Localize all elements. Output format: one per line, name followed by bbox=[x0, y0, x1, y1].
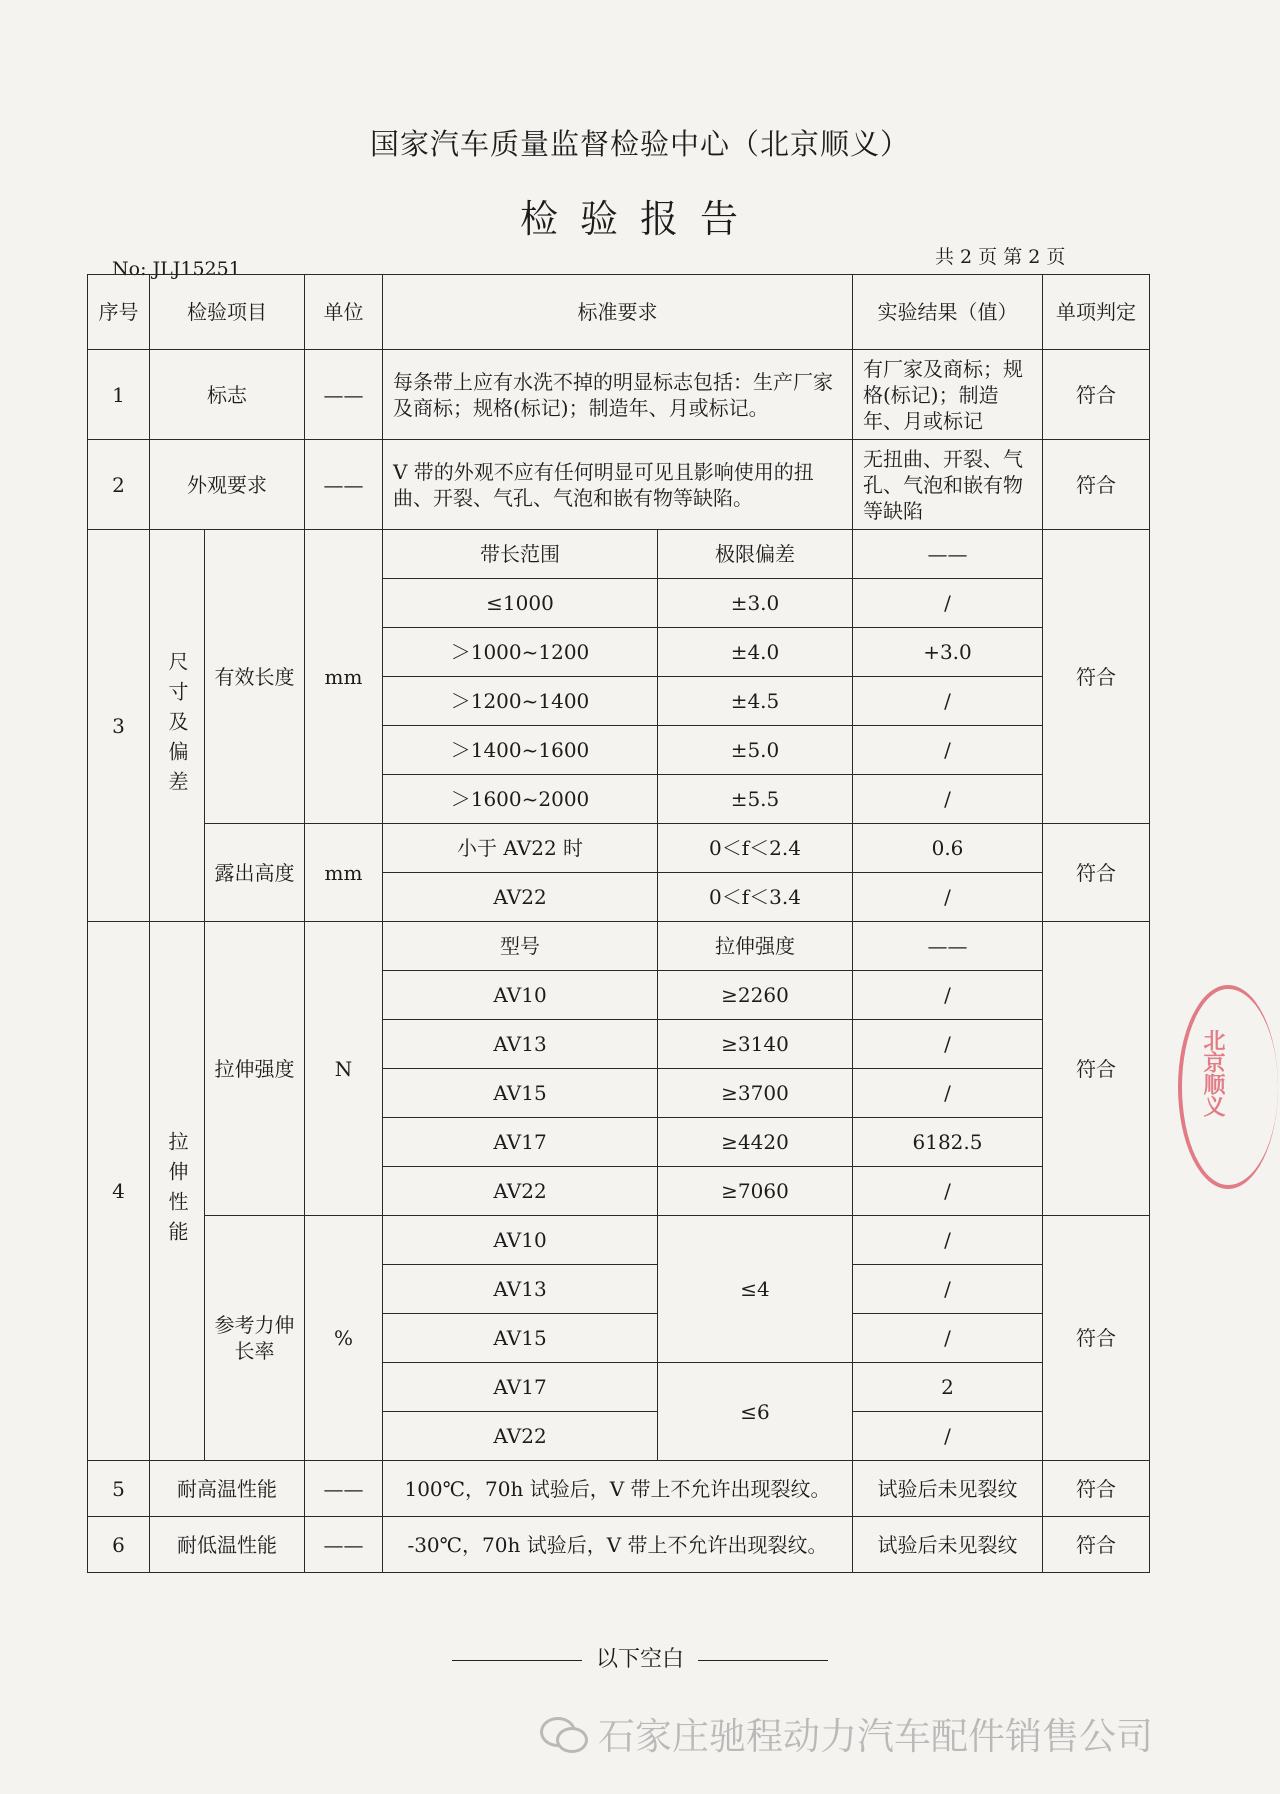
strength-cell: 拉伸强度 bbox=[658, 922, 853, 971]
seal-text: 北京顺义 bbox=[1200, 1029, 1226, 1117]
watermark-text: 石家庄驰程动力汽车配件销售公司 bbox=[598, 1715, 1153, 1758]
result: 2 bbox=[853, 1363, 1043, 1412]
unit: —— bbox=[305, 1517, 383, 1573]
strength-cell: ≥3700 bbox=[658, 1069, 853, 1118]
model-cell: AV15 bbox=[383, 1069, 658, 1118]
end-marker bbox=[0, 1642, 1280, 1673]
table-row bbox=[88, 1461, 1150, 1517]
verdict: 符合 bbox=[1043, 350, 1150, 440]
tolerance-cell: 0＜f＜3.4 bbox=[658, 873, 853, 922]
range-cell: AV22 bbox=[383, 873, 658, 922]
page-info: 共 2 页 第 2 页 bbox=[935, 246, 1066, 268]
report-title: 检验报告 bbox=[519, 197, 760, 241]
table-row bbox=[88, 530, 1150, 579]
result: 6182.5 bbox=[853, 1118, 1043, 1167]
row-no: 5 bbox=[88, 1461, 150, 1517]
table-row bbox=[88, 1517, 1150, 1573]
item-name: 尺寸及偏差 bbox=[150, 530, 205, 922]
table-row bbox=[88, 440, 1150, 530]
result: / bbox=[853, 677, 1043, 726]
table-row bbox=[88, 824, 1150, 873]
table-header-row bbox=[88, 275, 1150, 350]
item-name: 标志 bbox=[150, 350, 305, 440]
row-no: 1 bbox=[88, 350, 150, 440]
result: / bbox=[853, 1412, 1043, 1461]
sub-item-name: 拉伸强度 bbox=[205, 922, 305, 1216]
result: 试验后未见裂纹 bbox=[853, 1461, 1043, 1517]
range-cell: ＞1600~2000 bbox=[383, 775, 658, 824]
watermark bbox=[540, 1706, 1153, 1760]
divider bbox=[452, 1660, 582, 1661]
range-cell: ＞1000~1200 bbox=[383, 628, 658, 677]
sub-item-name: 参考力伸长率 bbox=[205, 1216, 305, 1461]
verdict: 符合 bbox=[1043, 1517, 1150, 1573]
unit: —— bbox=[305, 1461, 383, 1517]
doc-number: No: JLJ15251 bbox=[112, 258, 241, 280]
strength-cell: ≥4420 bbox=[658, 1118, 853, 1167]
row-no: 4 bbox=[88, 922, 150, 1461]
unit: —— bbox=[305, 440, 383, 530]
model-cell: AV22 bbox=[383, 1167, 658, 1216]
official-seal bbox=[1178, 985, 1278, 1189]
strength-cell: ≥7060 bbox=[658, 1167, 853, 1216]
verdict: 符合 bbox=[1043, 440, 1150, 530]
verdict: 符合 bbox=[1043, 1216, 1150, 1461]
sub-item-name: 露出高度 bbox=[205, 824, 305, 922]
org-name: 国家汽车质量监督检验中心（北京顺义） bbox=[369, 127, 910, 161]
item-name: 拉伸性能 bbox=[150, 922, 205, 1461]
tolerance-cell: ±3.0 bbox=[658, 579, 853, 628]
header-no: 序号 bbox=[88, 275, 150, 350]
result: —— bbox=[853, 922, 1043, 971]
range-cell: ＞1400~1600 bbox=[383, 726, 658, 775]
requirement: V 带的外观不应有任何明显可见且影响使用的扭曲、开裂、气孔、气泡和嵌有物等缺陷。 bbox=[383, 440, 853, 530]
model-cell: AV17 bbox=[383, 1363, 658, 1412]
result: / bbox=[853, 726, 1043, 775]
wechat-icon bbox=[540, 1713, 588, 1753]
header-unit: 单位 bbox=[305, 275, 383, 350]
result: —— bbox=[853, 530, 1043, 579]
result: 无扭曲、开裂、气孔、气泡和嵌有物等缺陷 bbox=[853, 440, 1043, 530]
result: / bbox=[853, 1069, 1043, 1118]
header-result: 实验结果（值） bbox=[853, 275, 1043, 350]
range-cell: ≤1000 bbox=[383, 579, 658, 628]
model-cell: AV13 bbox=[383, 1265, 658, 1314]
tolerance-cell: ±5.0 bbox=[658, 726, 853, 775]
model-cell: AV22 bbox=[383, 1412, 658, 1461]
result: 有厂家及商标；规格(标记)；制造年、月或标记 bbox=[853, 350, 1043, 440]
table-row bbox=[88, 922, 1150, 971]
tolerance-cell: ±4.0 bbox=[658, 628, 853, 677]
result: 试验后未见裂纹 bbox=[853, 1517, 1043, 1573]
result: / bbox=[853, 873, 1043, 922]
result: +3.0 bbox=[853, 628, 1043, 677]
model-cell: AV10 bbox=[383, 971, 658, 1020]
verdict: 符合 bbox=[1043, 824, 1150, 922]
result: / bbox=[853, 1314, 1043, 1363]
requirement: 100℃，70h 试验后，V 带上不允许出现裂纹。 bbox=[383, 1461, 853, 1517]
elongation-limit: ≤4 bbox=[658, 1216, 853, 1363]
result: / bbox=[853, 1265, 1043, 1314]
header-verdict: 单项判定 bbox=[1043, 275, 1150, 350]
divider bbox=[698, 1660, 828, 1661]
verdict: 符合 bbox=[1043, 922, 1150, 1216]
item-name: 外观要求 bbox=[150, 440, 305, 530]
result: 0.6 bbox=[853, 824, 1043, 873]
result: / bbox=[853, 1020, 1043, 1069]
unit: mm bbox=[305, 530, 383, 824]
model-cell: AV15 bbox=[383, 1314, 658, 1363]
result: / bbox=[853, 1167, 1043, 1216]
row-no: 2 bbox=[88, 440, 150, 530]
result: / bbox=[853, 579, 1043, 628]
requirement: -30℃，70h 试验后，V 带上不允许出现裂纹。 bbox=[383, 1517, 853, 1573]
row-no: 6 bbox=[88, 1517, 150, 1573]
verdict: 符合 bbox=[1043, 530, 1150, 824]
item-name: 耐低温性能 bbox=[150, 1517, 305, 1573]
range-cell: ＞1200~1400 bbox=[383, 677, 658, 726]
end-text: 以下空白 bbox=[595, 1647, 684, 1672]
tolerance-cell: ±4.5 bbox=[658, 677, 853, 726]
result: / bbox=[853, 971, 1043, 1020]
range-cell: 小于 AV22 时 bbox=[383, 824, 658, 873]
sub-item-name: 有效长度 bbox=[205, 530, 305, 824]
model-cell: AV13 bbox=[383, 1020, 658, 1069]
header-requirement: 标准要求 bbox=[383, 275, 853, 350]
result: / bbox=[853, 1216, 1043, 1265]
verdict: 符合 bbox=[1043, 1461, 1150, 1517]
unit: N bbox=[305, 922, 383, 1216]
model-cell: AV17 bbox=[383, 1118, 658, 1167]
table-row bbox=[88, 1216, 1150, 1265]
elongation-limit: ≤6 bbox=[658, 1363, 853, 1461]
item-name: 耐高温性能 bbox=[150, 1461, 305, 1517]
tolerance-cell: 0＜f＜2.4 bbox=[658, 824, 853, 873]
unit: mm bbox=[305, 824, 383, 922]
unit: —— bbox=[305, 350, 383, 440]
requirement: 每条带上应有水洗不掉的明显标志包括：生产厂家及商标；规格(标记)；制造年、月或标记。 bbox=[383, 350, 853, 440]
model-cell: AV10 bbox=[383, 1216, 658, 1265]
inspection-table bbox=[87, 274, 1150, 1573]
range-cell: 带长范围 bbox=[383, 530, 658, 579]
tolerance-cell: ±5.5 bbox=[658, 775, 853, 824]
result: / bbox=[853, 775, 1043, 824]
row-no: 3 bbox=[88, 530, 150, 922]
table-row bbox=[88, 350, 1150, 440]
strength-cell: ≥2260 bbox=[658, 971, 853, 1020]
strength-cell: ≥3140 bbox=[658, 1020, 853, 1069]
unit: % bbox=[305, 1216, 383, 1461]
model-cell: 型号 bbox=[383, 922, 658, 971]
tolerance-cell: 极限偏差 bbox=[658, 530, 853, 579]
header-item: 检验项目 bbox=[150, 275, 305, 350]
